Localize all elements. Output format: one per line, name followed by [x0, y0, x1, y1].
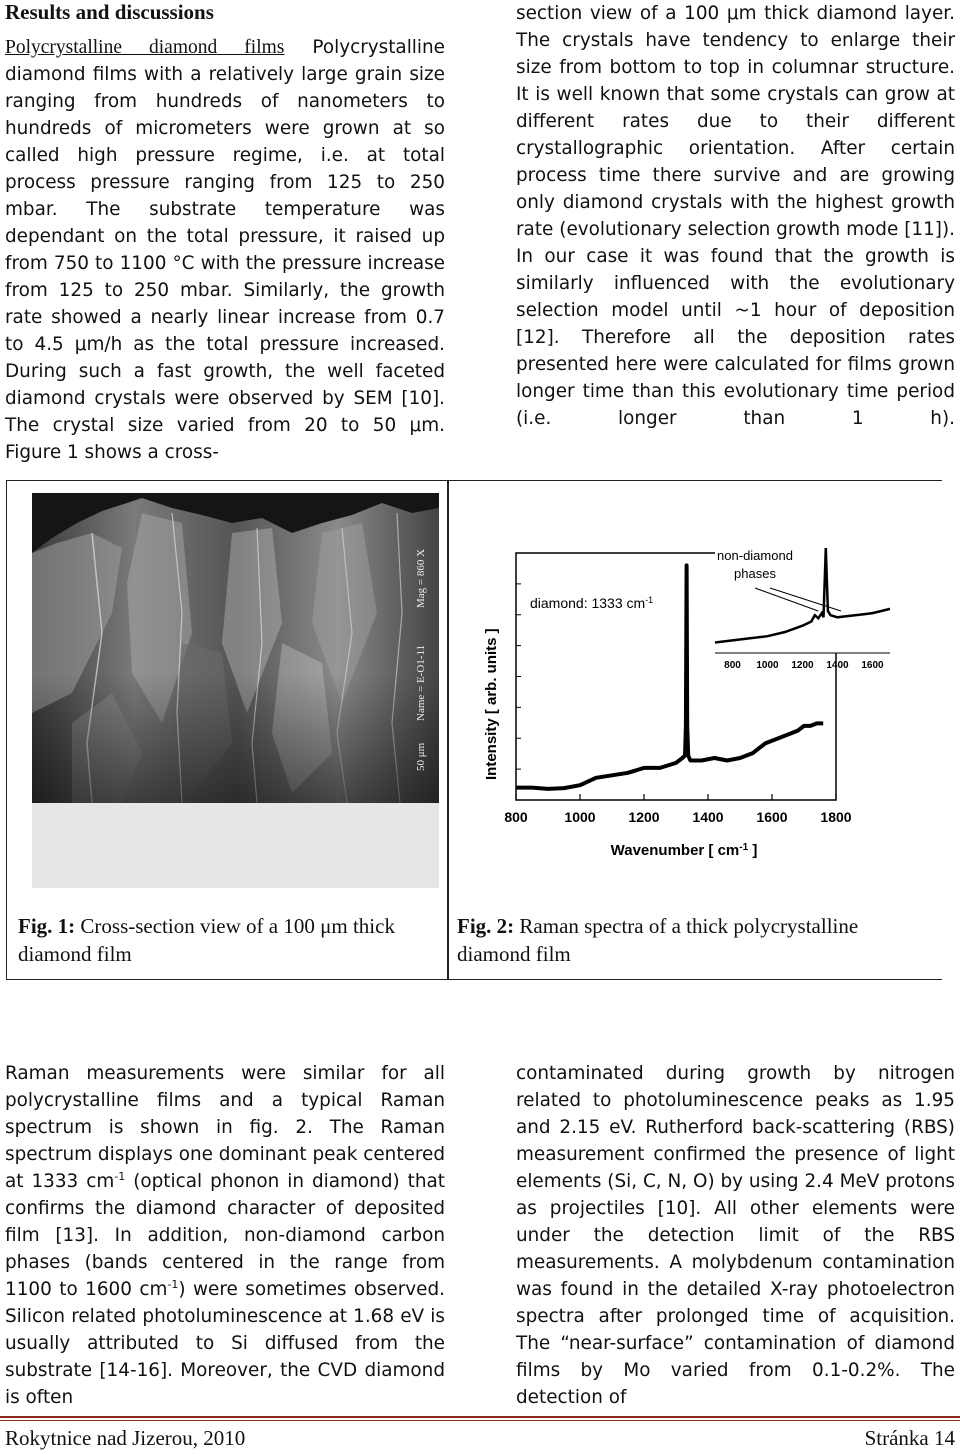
inset-label: non-diamond phases: [717, 548, 793, 581]
raman-chart: [470, 520, 940, 860]
y-axis-label: Intensity [ arb. units ]: [483, 628, 500, 780]
superscript: -1: [114, 1169, 126, 1183]
figure-divider: [447, 480, 449, 980]
sem-cross-section-image: [32, 493, 439, 888]
x-tick-label: 1400: [692, 809, 724, 825]
fig2-label: Fig. 2:: [457, 914, 515, 938]
inset-tick-label: 1000: [756, 660, 779, 671]
inset-tick-label: 800: [724, 660, 741, 671]
x-tick-label: 800: [504, 809, 528, 825]
footer-rule: [0, 1420, 960, 1421]
x-tick-label: 1200: [628, 809, 660, 825]
fig1-label: Fig. 1:: [18, 914, 76, 938]
x-tick-label: 1000: [564, 809, 596, 825]
paragraph-text: Polycrystalline diamond films with a relatively large grain size ranging from hundreds of nanometers to hundreds of micrometers were grown at so called high pressure regime, i.e. at total process pressure ranging from 125 to 250 mbar. The substrate temperature was dependant on the total pressure, it raised up from 750 to 1100 °C with the pressure increase from 125 to 250 mbar. Similarly, the growth rate showed a nearly linear increase from 0.7 to 4.5 μm/h as the total pressure increased. During such a fast growth, the well faceted diamond crystals were observed by SEM [10]. The crystal size varied from 20 to 50 μm. Figure 1 shows a cross-: [5, 37, 445, 463]
column-1-top: [5, 34, 445, 466]
sem-label: Mag = 860 X: [415, 548, 427, 608]
inset-tick-label: 1400: [826, 660, 849, 671]
inset-tick-label: 1600: [861, 660, 884, 671]
footer-left: Rokytnice nad Jizerou, 2010: [5, 1426, 246, 1450]
paragraph-text: contaminated during growth by nitrogen related to photoluminescence peaks as 1.95 and 2.15 eV. Rutherford back-scattering (RBS) measurement confirmed the presence of light elements (Si, C, N, O) by using 2.4 MeV protons as projectiles [10]. All other elements were under the detection limit of the RBS measurements. A molybdenum contamination was found in the detailed X-ray photoelectron spectra after prolonged time of acquisition. The “near-surface” contamination of diamond films by Mo varied from 0.1-0.2%. The detection of: [516, 1063, 955, 1408]
column-2-top: [516, 0, 955, 432]
fig1-text: Cross-section view of a 100 μm thick diamond film: [18, 914, 395, 966]
peak-annotation: diamond: 1333 $cm^{-1}$: [530, 595, 654, 611]
paragraph-text: section view of a 100 μm thick diamond layer. The crystals have tendency to enlarge their size from bottom to top in columnar structure. It is well known that some crystals can grow at different rates due to their different crystallographic orientation. After certain process time there survive and are growing only diamond crystals with the highest growth rate (evolutionary selection growth mode [11]). In our case it was found that the growth is similarly influenced with the evolutionary selection model until ~1 hour of deposition [12]. Therefore all the deposition rates presented here were calculated for films grown longer time than this evolutionary time period (i.e. longer than 1 h).: [516, 3, 955, 429]
sem-label: 50 μm: [415, 742, 427, 771]
column-2-bottom: [516, 1060, 955, 1411]
section-title: Results and discussions: [5, 0, 214, 24]
fig2-text: Raman spectra of a thick polycrystalline diamond film: [457, 914, 859, 966]
paragraph-text: Raman measurements were similar for all polycrystalline films and a typical Raman spectrum is shown in fig. 2. The Raman spectrum displays one dominant peak centered at 1333 $cm^{-1}$ (optical phonon in diamond) that confirms the diamond character of deposited film [13]. In addition, non-diamond carbon phases (bands centered in the range from 1100 to 1600 $cm^{-1}$) were sometimes observed. Silicon related photoluminescence at 1.68 eV is usually attributed to Si diffused from the substrate [14-16]. Moreover, the CVD diamond is often: [5, 1063, 445, 1408]
x-tick-label: 1600: [756, 809, 788, 825]
fig1-caption: [18, 912, 438, 968]
column-1-bottom: [5, 1060, 445, 1411]
sem-label: Name = E-O1-11: [415, 644, 427, 721]
superscript: -1: [167, 1277, 179, 1291]
subheading: Polycrystalline diamond films: [5, 37, 285, 58]
footer-right: Stránka 14: [864, 1426, 955, 1450]
inset-tick-label: 1200: [791, 660, 814, 671]
x-tick-label: 1800: [820, 809, 852, 825]
footer-rule: [0, 1416, 960, 1418]
x-axis-label: Wavenumber [ $cm^{-1}$ ]: [610, 841, 758, 859]
fig2-caption: [457, 912, 927, 968]
